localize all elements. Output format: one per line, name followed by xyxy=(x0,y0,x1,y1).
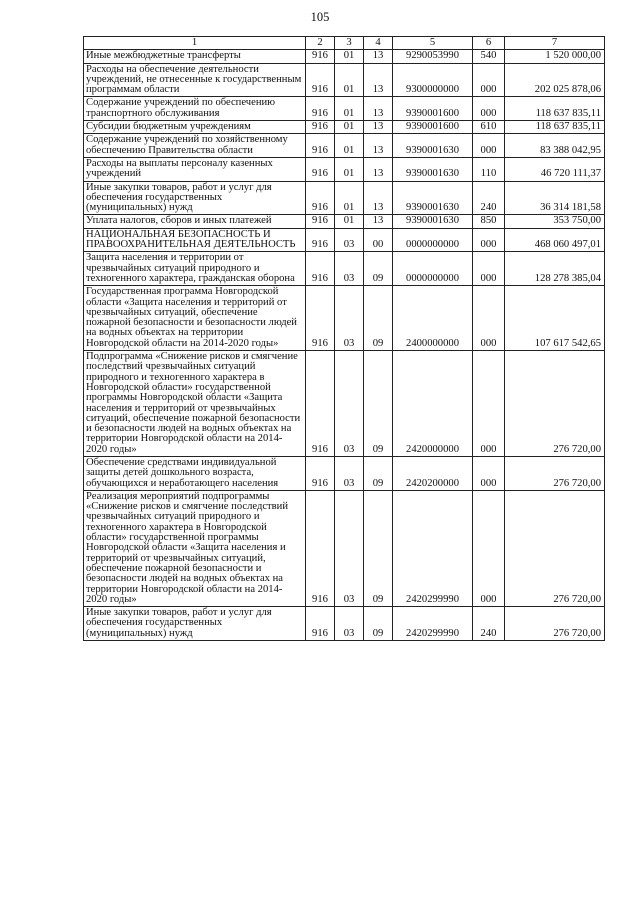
cell-ministry: 916 xyxy=(306,252,335,286)
cell-section: 01 xyxy=(335,181,364,215)
cell-subsection: 00 xyxy=(364,228,393,252)
table-row xyxy=(84,157,605,181)
row-name: Подпрограмма «Снижение рисков и смягчение последствий чрезвычайных ситуаций природного и техногенного характера в Новгородской области» государственной программы Новгородской области «Защита населения и территорий от чрезвычайных ситуаций, обеспечение пожарной безопасности и безопасности людей на водных объектах на территории Новгородской области на 2014-2020 годы» xyxy=(84,351,306,457)
cell-expense-type: 000 xyxy=(473,252,505,286)
column-header: 3 xyxy=(335,37,364,50)
cell-subsection: 13 xyxy=(364,63,393,97)
cell-section: 03 xyxy=(335,286,364,351)
table-row xyxy=(84,97,605,121)
cell-amount: 276 720,00 xyxy=(505,490,605,606)
column-header: 1 xyxy=(84,37,306,50)
cell-subsection: 09 xyxy=(364,490,393,606)
cell-subsection: 09 xyxy=(364,456,393,490)
cell-target-article: 9390001600 xyxy=(393,97,473,121)
row-name: Уплата налогов, сборов и иных платежей xyxy=(84,215,306,228)
table-row xyxy=(84,490,605,606)
cell-ministry: 916 xyxy=(306,490,335,606)
cell-subsection: 13 xyxy=(364,50,393,63)
cell-section: 01 xyxy=(335,50,364,63)
cell-target-article: 9300000000 xyxy=(393,63,473,97)
column-header: 2 xyxy=(306,37,335,50)
table-row xyxy=(84,607,605,641)
cell-amount: 1 520 000,00 xyxy=(505,50,605,63)
row-name: Субсидии бюджетным учреждениям xyxy=(84,121,306,134)
cell-ministry: 916 xyxy=(306,50,335,63)
row-name: Реализация мероприятий подпрограммы «Снижение рисков и смягчение последствий чрезвычайных ситуаций природного и техногенного характера в Новгородской области» государственной программы Новгородской области «Защита населения и территорий от чрезвычайных ситуаций, обеспечение пожарной безопасности и безопасности людей на водных объектах на территории Новгородской области на 2014-2020 годы» xyxy=(84,490,306,606)
cell-subsection: 13 xyxy=(364,157,393,181)
table-row xyxy=(84,50,605,63)
cell-target-article: 9390001630 xyxy=(393,181,473,215)
row-name: Расходы на обеспечение деятельности учреждений, не отнесенные к государственным программам области xyxy=(84,63,306,97)
cell-amount: 276 720,00 xyxy=(505,456,605,490)
cell-target-article: 2420299990 xyxy=(393,607,473,641)
cell-subsection: 13 xyxy=(364,134,393,158)
cell-ministry: 916 xyxy=(306,181,335,215)
cell-amount: 128 278 385,04 xyxy=(505,252,605,286)
cell-subsection: 09 xyxy=(364,607,393,641)
cell-target-article: 9390001600 xyxy=(393,121,473,134)
row-name: Государственная программа Новгородской области «Защита населения и территорий от чрезвычайных ситуаций, обеспечение пожарной безопасности и безопасности людей на водных объектах на территории Новгородской области на 2014-2020 годы» xyxy=(84,286,306,351)
cell-expense-type: 110 xyxy=(473,157,505,181)
cell-target-article: 0000000000 xyxy=(393,252,473,286)
table-row xyxy=(84,286,605,351)
cell-section: 03 xyxy=(335,351,364,457)
row-name: Обеспечение средствами индивидуальной защиты детей дошкольного возраста, обучающихся и неработающего населения xyxy=(84,456,306,490)
cell-target-article: 2400000000 xyxy=(393,286,473,351)
cell-section: 01 xyxy=(335,134,364,158)
cell-ministry: 916 xyxy=(306,121,335,134)
cell-subsection: 09 xyxy=(364,351,393,457)
cell-section: 01 xyxy=(335,97,364,121)
cell-target-article: 2420000000 xyxy=(393,351,473,457)
column-header: 7 xyxy=(505,37,605,50)
cell-subsection: 13 xyxy=(364,215,393,228)
cell-expense-type: 850 xyxy=(473,215,505,228)
cell-amount: 468 060 497,01 xyxy=(505,228,605,252)
row-name: НАЦИОНАЛЬНАЯ БЕЗОПАСНОСТЬ И ПРАВООХРАНИТЕЛЬНАЯ ДЕЯТЕЛЬНОСТЬ xyxy=(84,228,306,252)
table-row xyxy=(84,252,605,286)
table-row xyxy=(84,134,605,158)
row-name: Защита населения и территории от чрезвычайных ситуаций природного и техногенного характера, гражданская оборона xyxy=(84,252,306,286)
table-row xyxy=(84,351,605,457)
budget-table xyxy=(83,36,605,641)
row-name: Иные межбюджетные трансферты xyxy=(84,50,306,63)
cell-target-article: 9390001630 xyxy=(393,157,473,181)
cell-ministry: 916 xyxy=(306,134,335,158)
cell-expense-type: 000 xyxy=(473,63,505,97)
cell-expense-type: 000 xyxy=(473,97,505,121)
table-row xyxy=(84,63,605,97)
cell-ministry: 916 xyxy=(306,215,335,228)
cell-expense-type: 000 xyxy=(473,351,505,457)
table-row xyxy=(84,228,605,252)
cell-target-article: 9390001630 xyxy=(393,134,473,158)
header-row xyxy=(84,37,605,50)
cell-amount: 36 314 181,58 xyxy=(505,181,605,215)
table-row xyxy=(84,121,605,134)
cell-expense-type: 240 xyxy=(473,607,505,641)
cell-expense-type: 000 xyxy=(473,456,505,490)
cell-section: 03 xyxy=(335,228,364,252)
row-name: Иные закупки товаров, работ и услуг для обеспечения государственных (муниципальных) нужд xyxy=(84,607,306,641)
cell-section: 03 xyxy=(335,252,364,286)
cell-amount: 107 617 542,65 xyxy=(505,286,605,351)
cell-ministry: 916 xyxy=(306,228,335,252)
cell-expense-type: 540 xyxy=(473,50,505,63)
cell-section: 03 xyxy=(335,607,364,641)
cell-amount: 353 750,00 xyxy=(505,215,605,228)
cell-section: 01 xyxy=(335,63,364,97)
column-header: 4 xyxy=(364,37,393,50)
table-row xyxy=(84,181,605,215)
cell-target-article: 0000000000 xyxy=(393,228,473,252)
cell-expense-type: 000 xyxy=(473,490,505,606)
cell-amount: 202 025 878,06 xyxy=(505,63,605,97)
cell-expense-type: 000 xyxy=(473,134,505,158)
cell-expense-type: 000 xyxy=(473,286,505,351)
table-row xyxy=(84,215,605,228)
row-name: Содержание учреждений по хозяйственному обеспечению Правительства области xyxy=(84,134,306,158)
row-name: Содержание учреждений по обеспечению транспортного обслуживания xyxy=(84,97,306,121)
cell-section: 03 xyxy=(335,490,364,606)
column-header: 6 xyxy=(473,37,505,50)
cell-amount: 46 720 111,37 xyxy=(505,157,605,181)
column-header: 5 xyxy=(393,37,473,50)
cell-ministry: 916 xyxy=(306,157,335,181)
cell-section: 03 xyxy=(335,456,364,490)
cell-amount: 118 637 835,11 xyxy=(505,121,605,134)
cell-subsection: 09 xyxy=(364,252,393,286)
row-name: Расходы на выплаты персоналу казенных учреждений xyxy=(84,157,306,181)
cell-expense-type: 240 xyxy=(473,181,505,215)
cell-amount: 83 388 042,95 xyxy=(505,134,605,158)
cell-ministry: 916 xyxy=(306,351,335,457)
table-row xyxy=(84,456,605,490)
cell-amount: 276 720,00 xyxy=(505,351,605,457)
cell-amount: 276 720,00 xyxy=(505,607,605,641)
row-name: Иные закупки товаров, работ и услуг для обеспечения государственных (муниципальных) нужд xyxy=(84,181,306,215)
cell-ministry: 916 xyxy=(306,63,335,97)
cell-target-article: 2420200000 xyxy=(393,456,473,490)
cell-target-article: 9290053990 xyxy=(393,50,473,63)
cell-subsection: 13 xyxy=(364,121,393,134)
cell-ministry: 916 xyxy=(306,286,335,351)
cell-target-article: 9390001630 xyxy=(393,215,473,228)
cell-target-article: 2420299990 xyxy=(393,490,473,606)
cell-subsection: 13 xyxy=(364,181,393,215)
cell-amount: 118 637 835,11 xyxy=(505,97,605,121)
cell-expense-type: 610 xyxy=(473,121,505,134)
cell-ministry: 916 xyxy=(306,456,335,490)
cell-section: 01 xyxy=(335,157,364,181)
cell-subsection: 09 xyxy=(364,286,393,351)
page-number: 105 xyxy=(310,10,330,24)
cell-ministry: 916 xyxy=(306,607,335,641)
cell-ministry: 916 xyxy=(306,97,335,121)
cell-subsection: 13 xyxy=(364,97,393,121)
cell-expense-type: 000 xyxy=(473,228,505,252)
cell-section: 01 xyxy=(335,121,364,134)
cell-section: 01 xyxy=(335,215,364,228)
